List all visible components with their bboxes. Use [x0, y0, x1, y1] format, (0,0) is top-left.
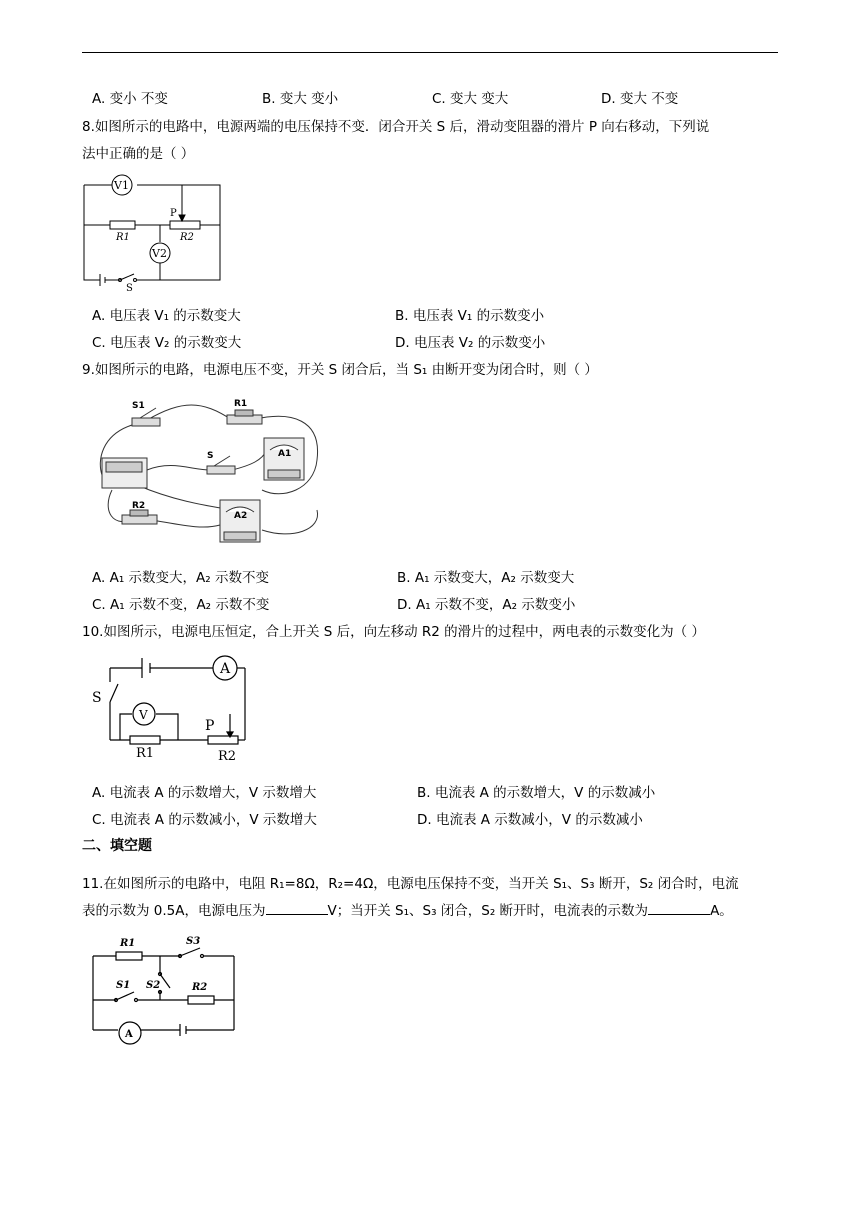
q8-label-r1: R1: [116, 232, 130, 243]
q9-option-b[interactable]: B. A₁ 示数变大，A₂ 示数变大: [397, 570, 575, 586]
q10-label-r2: R2: [218, 749, 237, 764]
q8-stem-line1: 8.如图所示的电路中，电源两端的电压保持不变．闭合开关 S 后，滑动变阻器的滑片 P 向右移动，下列说: [82, 119, 710, 135]
q8-label-v2: V2: [152, 247, 167, 260]
q8-label-s: S: [126, 283, 133, 294]
q10-stem: 10.如图所示，电源电压恒定，合上开关 S 后，向左移动 R2 的滑片的过程中，两电表的示数变化为（ ）: [82, 624, 705, 640]
q11-blank-current[interactable]: [648, 900, 710, 915]
q9-stem: 9.如图所示的电路，电源电压不变，开关 S 闭合后，当 S₁ 由断开变为闭合时，则（ ）: [82, 362, 598, 378]
q11-label-s3: S3: [186, 936, 201, 947]
q9-label-a1: A1: [278, 449, 292, 459]
q11-label-r2: R2: [192, 982, 208, 993]
q9-label-s1: S1: [132, 401, 145, 411]
header-rule: [82, 52, 778, 53]
q10-label-a: A: [220, 661, 231, 677]
q10-circuit-figure: [90, 652, 260, 767]
q9-option-d[interactable]: D. A₁ 示数不变，A₂ 示数变小: [397, 597, 576, 613]
q9-label-r2: R2: [132, 501, 146, 511]
q7-option-b[interactable]: B. 变大 变小: [262, 91, 339, 107]
q9-label-r1: R1: [234, 399, 248, 409]
q11-label-r1: R1: [120, 938, 136, 949]
q11-line2: [82, 899, 733, 919]
q10-label-r1: R1: [136, 746, 155, 761]
q11-line2-part1: 表的示数为 0.5A，电源电压为: [82, 903, 266, 919]
q9-option-a[interactable]: A. A₁ 示数变大，A₂ 示数不变: [92, 570, 269, 586]
q11-line2-part3: A。: [710, 903, 733, 919]
q8-label-p: P: [170, 208, 177, 219]
section-title-fill-blank: 二、填空题: [82, 838, 152, 854]
q10-option-d[interactable]: D. 电流表 A 示数减小，V 的示数减小: [417, 812, 643, 828]
q9-label-a2: A2: [234, 511, 248, 521]
q8-label-r2: R2: [180, 232, 194, 243]
q9-circuit-figure: [92, 390, 332, 550]
q11-line1: 11.在如图所示的电路中，电阻 R₁=8Ω，R₂=4Ω，电源电压保持不变，当开关 S₁、S₃ 断开，S₂ 闭合时，电流: [82, 876, 739, 892]
q11-line2-part2: V；当开关 S₁、S₃ 闭合，S₂ 断开时，电流表的示数为: [327, 903, 649, 919]
q10-label-s: S: [92, 690, 102, 706]
q8-circuit-figure: [82, 170, 227, 295]
q10-option-b[interactable]: B. 电流表 A 的示数增大，V 的示数减小: [417, 785, 656, 801]
q7-option-c[interactable]: C. 变大 变大: [432, 91, 509, 107]
q11-label-a: A: [125, 1029, 133, 1040]
q11-label-s1: S1: [116, 980, 131, 991]
q8-option-d[interactable]: D. 电压表 V₂ 的示数变小: [395, 335, 546, 351]
q8-option-c[interactable]: C. 电压表 V₂ 的示数变大: [92, 335, 242, 351]
q11-blank-voltage[interactable]: [266, 900, 328, 915]
q8-option-b[interactable]: B. 电压表 V₁ 的示数变小: [395, 308, 545, 324]
q11-label-s2: S2: [146, 980, 161, 991]
q10-option-a[interactable]: A. 电流表 A 的示数增大，V 示数增大: [92, 785, 317, 801]
q10-option-c[interactable]: C. 电流表 A 的示数减小，V 示数增大: [92, 812, 317, 828]
q7-option-d[interactable]: D. 变大 不变: [601, 91, 679, 107]
q10-label-p: P: [205, 718, 215, 734]
q8-option-a[interactable]: A. 电压表 V₁ 的示数变大: [92, 308, 241, 324]
q7-option-a[interactable]: A. 变小 不变: [92, 91, 168, 107]
q9-option-c[interactable]: C. A₁ 示数不变，A₂ 示数不变: [92, 597, 270, 613]
q11-circuit-figure: [88, 930, 243, 1050]
q9-label-s: S: [207, 451, 214, 461]
q10-label-v: V: [139, 708, 148, 722]
q8-label-v1: V1: [114, 179, 129, 192]
q8-stem-line2: 法中正确的是（ ）: [82, 146, 195, 162]
